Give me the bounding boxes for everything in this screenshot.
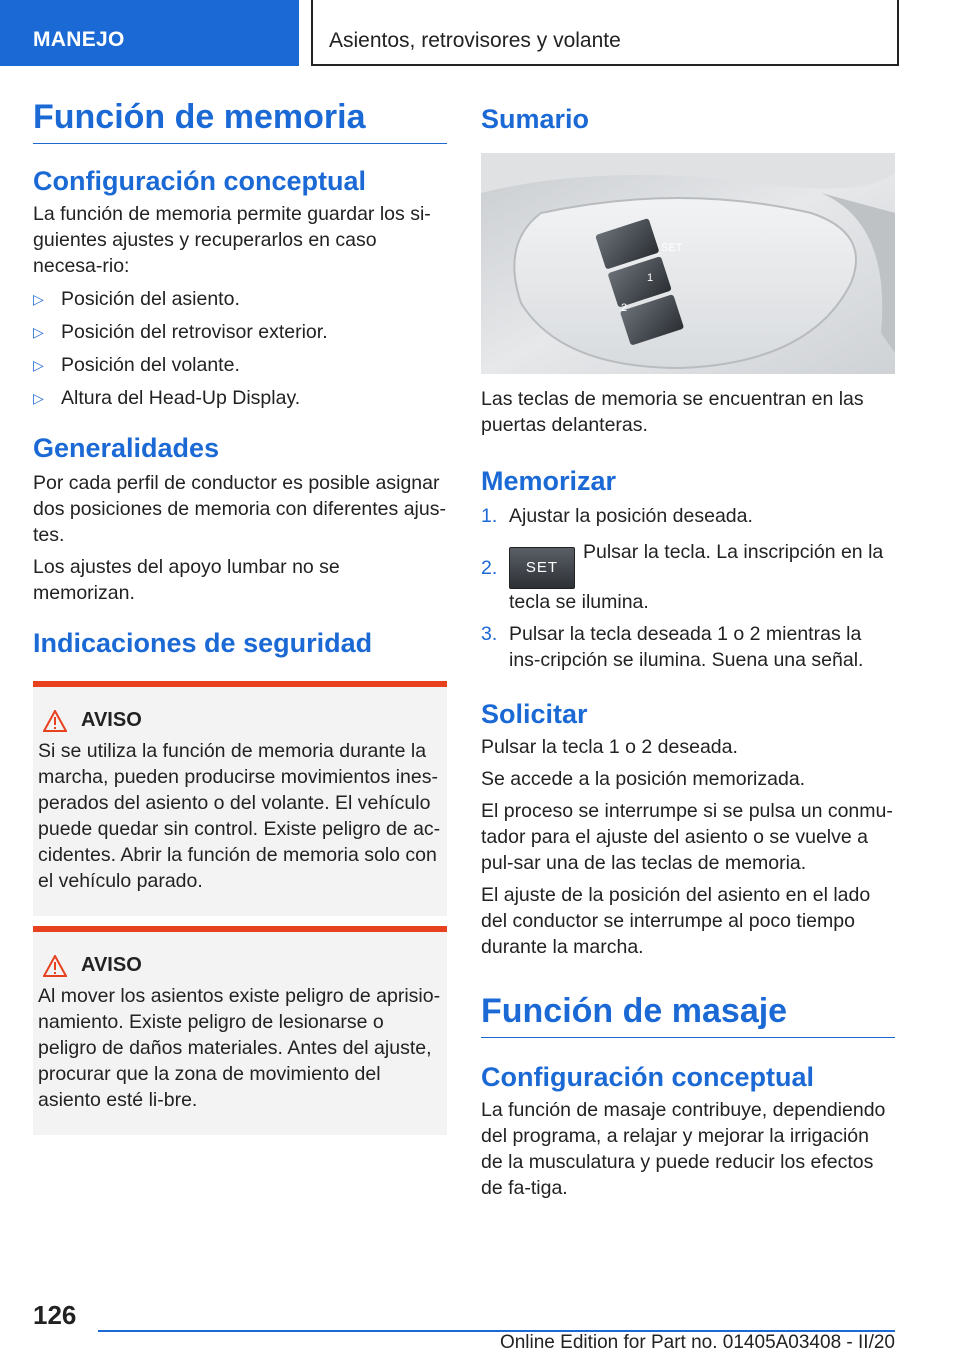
- warning-text: Al mover los asientos existe peligro de aprisio-namiento. Existe peligro de lesionarse o peligro de daños materiales. Antes del ajuste, procurar que la zona de movimiento del asiento esté li-bre.: [38, 985, 441, 1111]
- list-item: 3. Pulsar la tecla deseada 1 o 2 mientras la ins-cripción se ilumina. Suena una señal.: [481, 623, 864, 671]
- header-section-tab: [0, 0, 299, 66]
- memory-buttons-image: [481, 153, 895, 374]
- triangle-bullet-icon: ▷: [33, 390, 44, 406]
- massage-concept-text: La función de masaje contribuye, dependiendo del programa, a relajar y mejorar la irrigación de la musculatura y puede reducir los efectos de fa-tiga.: [481, 1099, 886, 1199]
- solicitar-text-1: Pulsar la tecla 1 o 2 deseada.: [481, 736, 738, 758]
- set-key-label: SET: [661, 242, 683, 254]
- memory-key-2-label: 2: [621, 302, 628, 314]
- concept-list: [33, 286, 447, 411]
- warning-box: [33, 681, 447, 916]
- warning-triangle-icon: [43, 955, 67, 977]
- list-item: ▷ Posición del retrovisor exterior.: [33, 321, 328, 343]
- triangle-bullet-icon: ▷: [33, 357, 44, 373]
- memory-function-heading: Función de memoria: [33, 98, 447, 144]
- memorize-steps: [481, 503, 895, 673]
- left-column: [33, 98, 447, 1135]
- memorizar-heading: Memorizar: [481, 466, 617, 496]
- warning-box: [33, 926, 447, 1135]
- solicitar-text-4: El ajuste de la posición del asiento en el lado del conductor se interrumpe al poco tiempo durante la marcha.: [481, 884, 871, 958]
- sumario-heading: Sumario: [481, 104, 590, 134]
- header-chapter-box: [311, 0, 899, 66]
- warning-triangle-icon: [43, 710, 67, 732]
- solicitar-text-2: Se accede a la posición memorizada.: [481, 768, 806, 790]
- general-text-1: Por cada perfil de conductor es posible asignar dos posiciones de memoria con diferentes ajus-tes.: [33, 472, 446, 546]
- massage-function-heading: Función de masaje: [481, 992, 895, 1038]
- set-button-icon: SET: [509, 547, 575, 589]
- header-chapter-label: Asientos, retrovisores y volante: [329, 29, 621, 52]
- list-item: ▷ Posición del asiento.: [33, 288, 240, 310]
- right-column: [481, 98, 895, 1201]
- memory-key-1-label: 1: [647, 272, 654, 284]
- safety-heading: Indicaciones de seguridad: [33, 628, 373, 658]
- general-text-2: Los ajustes del apoyo lumbar no se memorizan.: [33, 556, 340, 604]
- image-caption: Las teclas de memoria se encuentran en las puertas delanteras.: [481, 388, 864, 436]
- triangle-bullet-icon: ▷: [33, 324, 44, 340]
- warning-text: Si se utiliza la función de memoria durante la marcha, pueden producirse movimientos ines-perados del asiento o del volante. El vehículo puede quedar sin control. Existe peligro de ac-cidentes. Abrir la función de memoria solo con el vehículo parado.: [38, 740, 441, 892]
- general-heading: Generalidades: [33, 433, 220, 463]
- list-item: ▷ Altura del Head-Up Display.: [33, 387, 301, 409]
- massage-concept-heading: Configuración conceptual: [481, 1062, 815, 1092]
- footer-edition: Online Edition for Part no. 01405A03408 - II/20: [499, 1332, 895, 1353]
- concept-text: La función de memoria permite guardar los si-guientes ajustes y recuperarlos en caso necesa-rio:: [33, 203, 431, 277]
- concept-heading: Configuración conceptual: [33, 166, 367, 196]
- list-item: 2. SETPulsar la tecla. La inscripción en la tecla se ilumina.: [481, 541, 884, 613]
- list-item: 1. Ajustar la posición deseada.: [481, 505, 753, 527]
- list-item: ▷ Posición del volante.: [33, 354, 240, 376]
- warning-title: AVISO: [81, 709, 142, 731]
- solicitar-heading: Solicitar: [481, 699, 588, 729]
- solicitar-text-3: El proceso se interrumpe si se pulsa un conmu-tador para el ajuste del asiento o se vuelve a pul-sar una de las teclas de memoria.: [481, 800, 893, 874]
- warning-title: AVISO: [81, 954, 142, 976]
- page-number: 126: [33, 1300, 77, 1330]
- triangle-bullet-icon: ▷: [33, 291, 44, 307]
- header-section-label: MANEJO: [33, 28, 125, 51]
